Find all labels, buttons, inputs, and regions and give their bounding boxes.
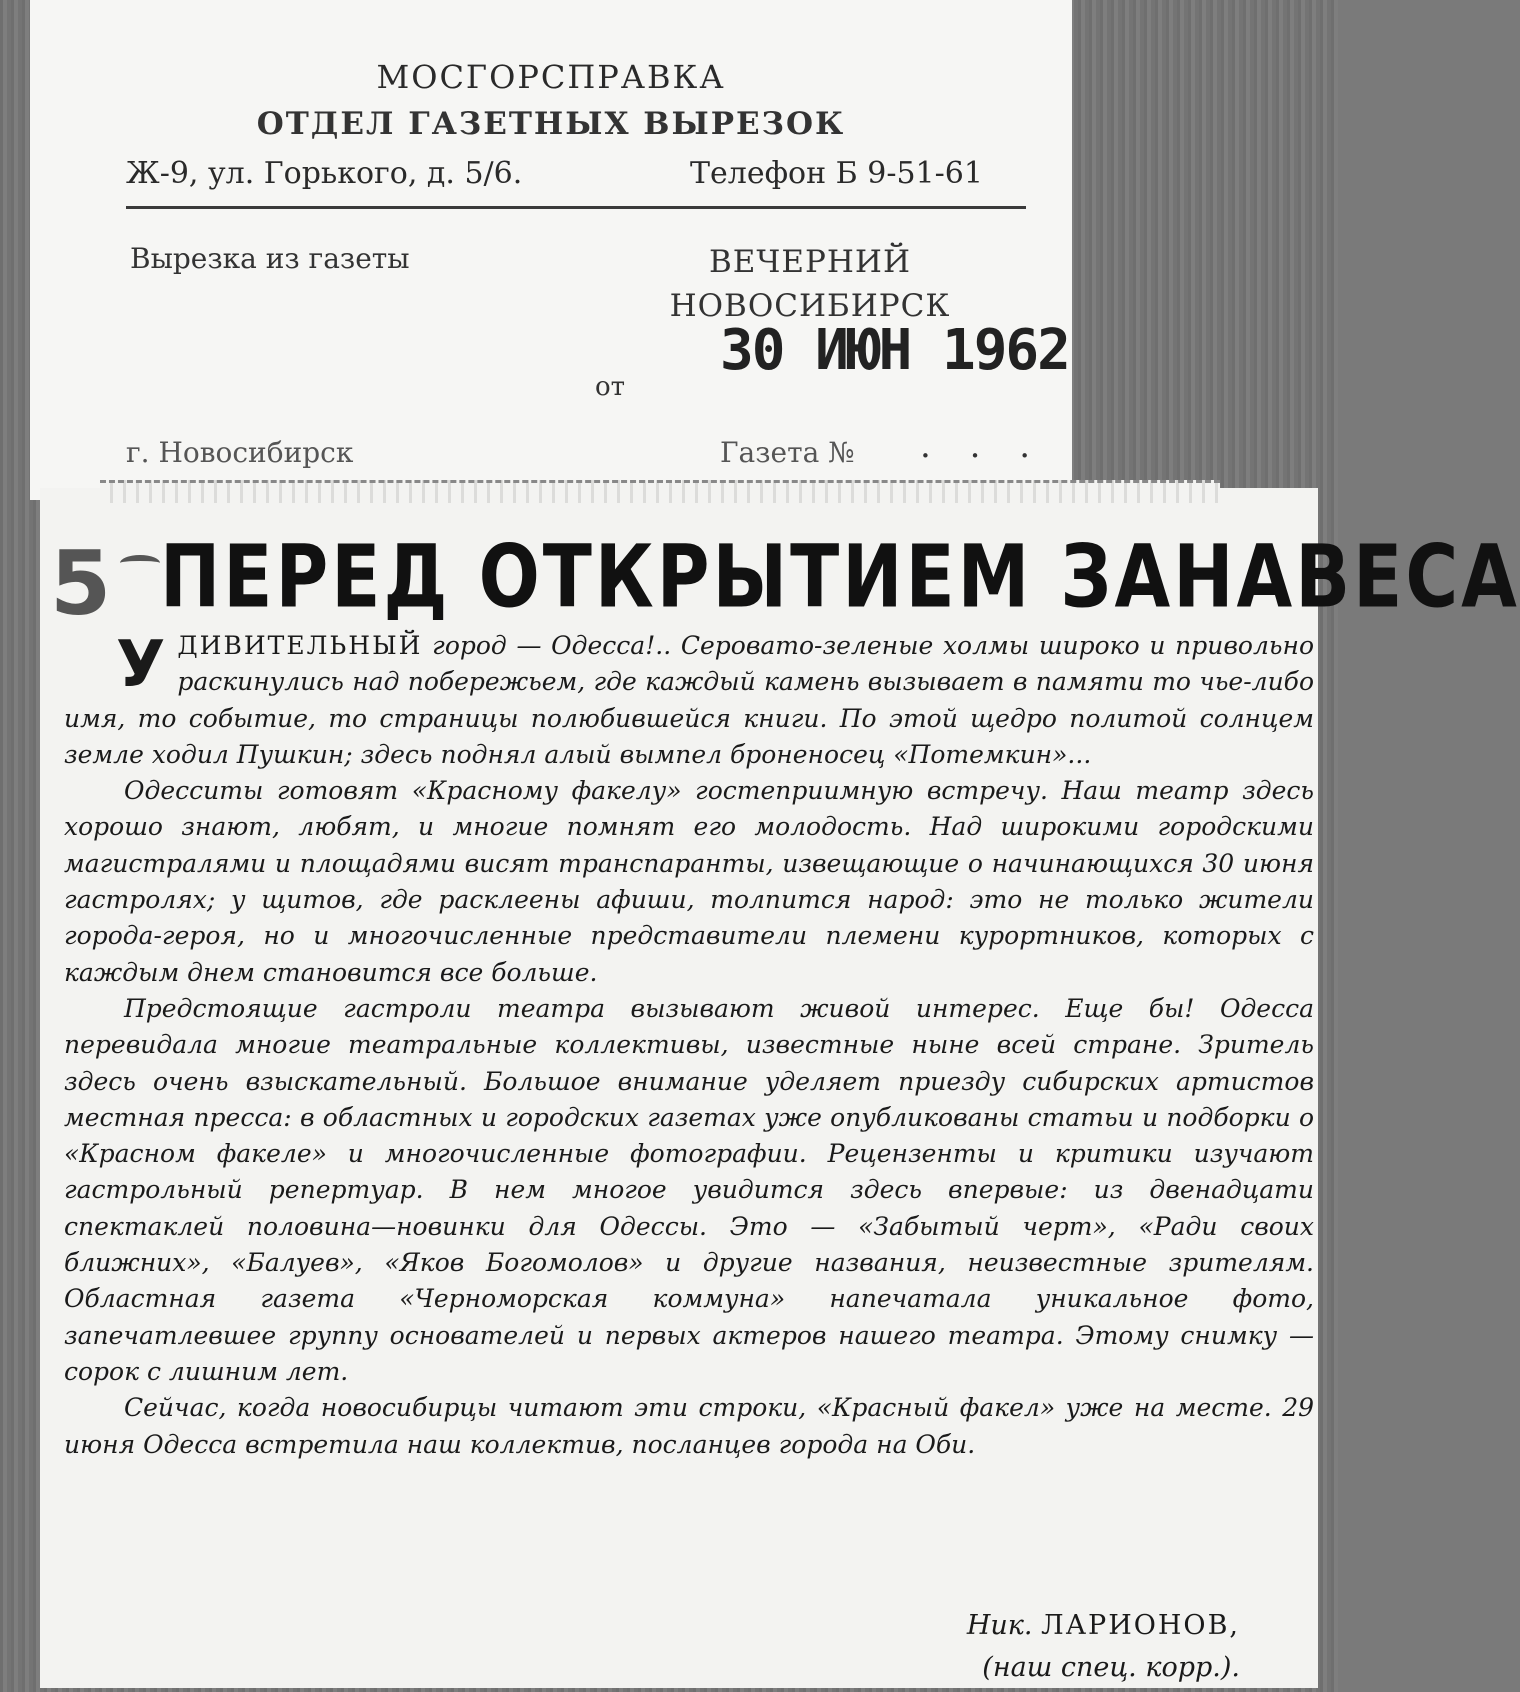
address: Ж-9, ул. Горького, д. 5/6. — [126, 156, 523, 191]
margin-dash — [120, 555, 160, 571]
author-name: ЛАРИОНОВ, — [1041, 1610, 1240, 1641]
city: г. Новосибирск — [126, 436, 354, 469]
author-prefix: Ник. — [966, 1610, 1042, 1641]
torn-edge — [100, 480, 1220, 503]
clipping-form — [30, 0, 1072, 500]
dropcap: У — [116, 628, 166, 702]
byline — [820, 1605, 1240, 1689]
author-line — [820, 1605, 1240, 1647]
issue-label: Газета № — [720, 436, 855, 469]
paragraph-4: Сейчас, когда новосибирцы читают эти строки, «Красный факел» уже на месте. 29 июня Одесса встретила наш коллектив, посланцев города на Оби. — [64, 1393, 1314, 1459]
date-stamp: 30 ИЮН 1962 — [720, 318, 1069, 383]
first-word: ДИВИТЕЛЬНЫЙ — [177, 631, 423, 660]
dept-name: ОТДЕЛ ГАЗЕТНЫХ ВЫРЕЗОК — [256, 106, 846, 142]
phone: Телефон Б 9-51-61 — [690, 156, 983, 191]
paragraph-2: Одесситы готовят «Красному факелу» гостеприимную встречу. Наш театр здесь хорошо знают, любят, и многие помнят его молодость. Над широкими городскими магистралями и площадями висят транспаранты, извещающие о начинающихся 30 июня гастролях; у щитов, где расклеены афиши, толпится народ: это не только жители города-героя, но и многочисленные представители племени курортников, которых с каждым днем становится все больше. — [64, 776, 1314, 987]
from-label: от — [595, 372, 626, 402]
margin-number: 5 — [50, 532, 112, 635]
newspaper-name: ВЕЧЕРНИЙ НОВОСИБИРСК — [669, 244, 951, 324]
issue-dots: . . . — [920, 426, 1045, 466]
article-body — [64, 628, 1314, 1463]
org-name: МОСГОРСПРАВКА — [376, 58, 726, 96]
paragraph-3: Предстоящие гастроли театра вызывают живой интерес. Еще бы! Одесса перевидала многие театральные коллективы, известные ныне всей стране. Зритель здесь очень взыскательный. Большое внимание уделяет приезду сибирских артистов местная пресса: в областных и городских газетах уже опубликованы статьи и подборки о «Красном факеле» и многочисленные фотографии. Рецензенты и критики изучают гастрольный репертуар. В нем многое увидится здесь впервые: из двенадцати спектаклей половина—новинки для Одессы. Это — «Забытый черт», «Ради своих ближних», «Балуев», «Яков Богомолов» и другие названия, неизвестные зрителям. Областная газета «Черноморская коммуна» напечатала уникальное фото, запечатлевшее группу основателей и первых актеров нашего театра. Этому снимку — сорок с лишним лет. — [64, 993, 1314, 1386]
clipping-label: Вырезка из газеты — [130, 242, 410, 275]
article-headline: ПЕРЕД ОТКРЫТИЕМ ЗАНАВЕСА — [160, 526, 1520, 627]
header-divider — [126, 206, 1026, 209]
author-role: (наш спец. корр.). — [982, 1652, 1240, 1683]
paragraph-1 — [64, 628, 1314, 773]
paragraph-1-text: город — Одесса!.. Серовато-зеленые холмы широко и привольно раскинулись над побережьем, где каждый камень вызывает в памяти то чье-либо имя, то событие, то страницы полюбившейся книги. По этой щедро политой солнцем земле ходил Пушкин; здесь поднял алый вымпел броненосец «Потемкин»... — [64, 631, 1314, 769]
